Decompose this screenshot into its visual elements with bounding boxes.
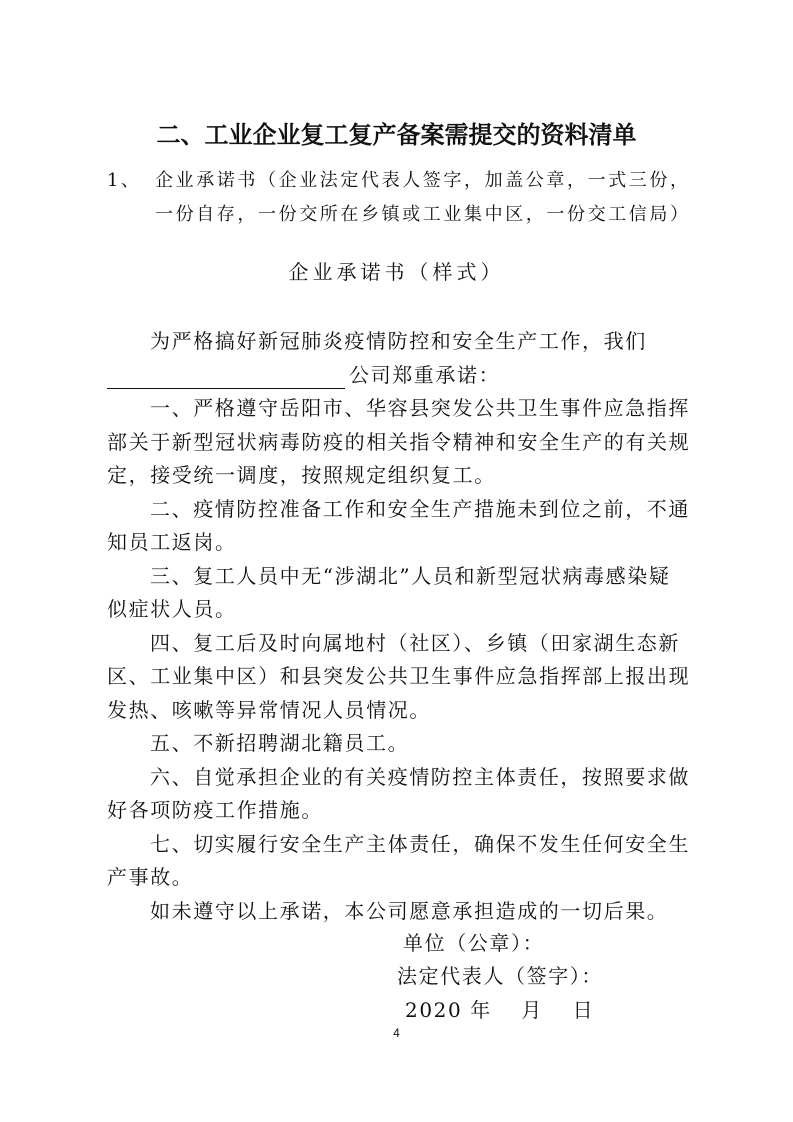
item-text-line-1: 企业承诺书（企业法定代表人签字，加盖公章，一式三份， [155, 170, 691, 191]
signature-unit: 单位（公章）： [403, 931, 545, 955]
signature-representative: 法定代表人（签字）： [397, 964, 603, 988]
body-line: 三、复工人员中无“涉湖北”人员和新型冠状病毒感染疑 [150, 563, 671, 588]
body-line: 四、复工后及时向属地村（社区）、乡镇（田家湖生态新 [150, 630, 680, 655]
pledge-subtitle: 企业承诺书（样式） [288, 260, 505, 284]
body-line: 六、自觉承担企业的有关疫情防控主体责任，按照要求做 [150, 764, 690, 789]
body-line: 一、严格遵守岳阳市、华容县突发公共卫生事件应急指挥 [150, 396, 690, 420]
intro-line-2-text: 公司郑重承诺： [349, 363, 501, 387]
intro-line-1: 为严格搞好新冠肺炎疫情防控和安全生产工作，我们 [150, 329, 647, 353]
body-line: 如未遵守以上承诺，本公司愿意承担造成的一切后果。 [150, 898, 669, 923]
body-line: 发热、咳嗽等异常情况人员情况。 [107, 697, 431, 722]
page-number: 4 [393, 1026, 400, 1040]
document-title: 二、工业企业复工复产备案需提交的资料清单 [156, 121, 637, 149]
intro-line-2 [107, 361, 500, 389]
body-line: 区、工业集中区）和县突发公共卫生事件应急指挥部上报出现 [107, 664, 691, 688]
item-text-line-2: 一份自存，一份交所在乡镇或工业集中区，一份交工信局） [155, 204, 691, 225]
body-line: 产事故。 [107, 865, 194, 889]
company-name-blank[interactable] [107, 366, 345, 389]
body-line: 部关于新型冠状病毒防疫的相关指令精神和安全生产的有关规 [107, 429, 691, 454]
body-line: 知员工返岗。 [107, 530, 237, 554]
body-line: 五、不新招聘湖北籍员工。 [150, 731, 410, 755]
body-line: 定，接受统一调度，按照规定组织复工。 [107, 463, 496, 487]
item-number: 1、 [107, 170, 142, 191]
body-line: 好各项防疫工作措施。 [107, 798, 323, 822]
body-line: 七、切实履行安全生产主体责任，确保不发生任何安全生 [150, 831, 690, 856]
body-line: 似症状人员。 [107, 597, 237, 621]
body-line: 二、疫情防控准备工作和安全生产措施未到位之前，不通 [150, 496, 690, 521]
signature-date: 2020 年 月 日 [405, 998, 595, 1022]
